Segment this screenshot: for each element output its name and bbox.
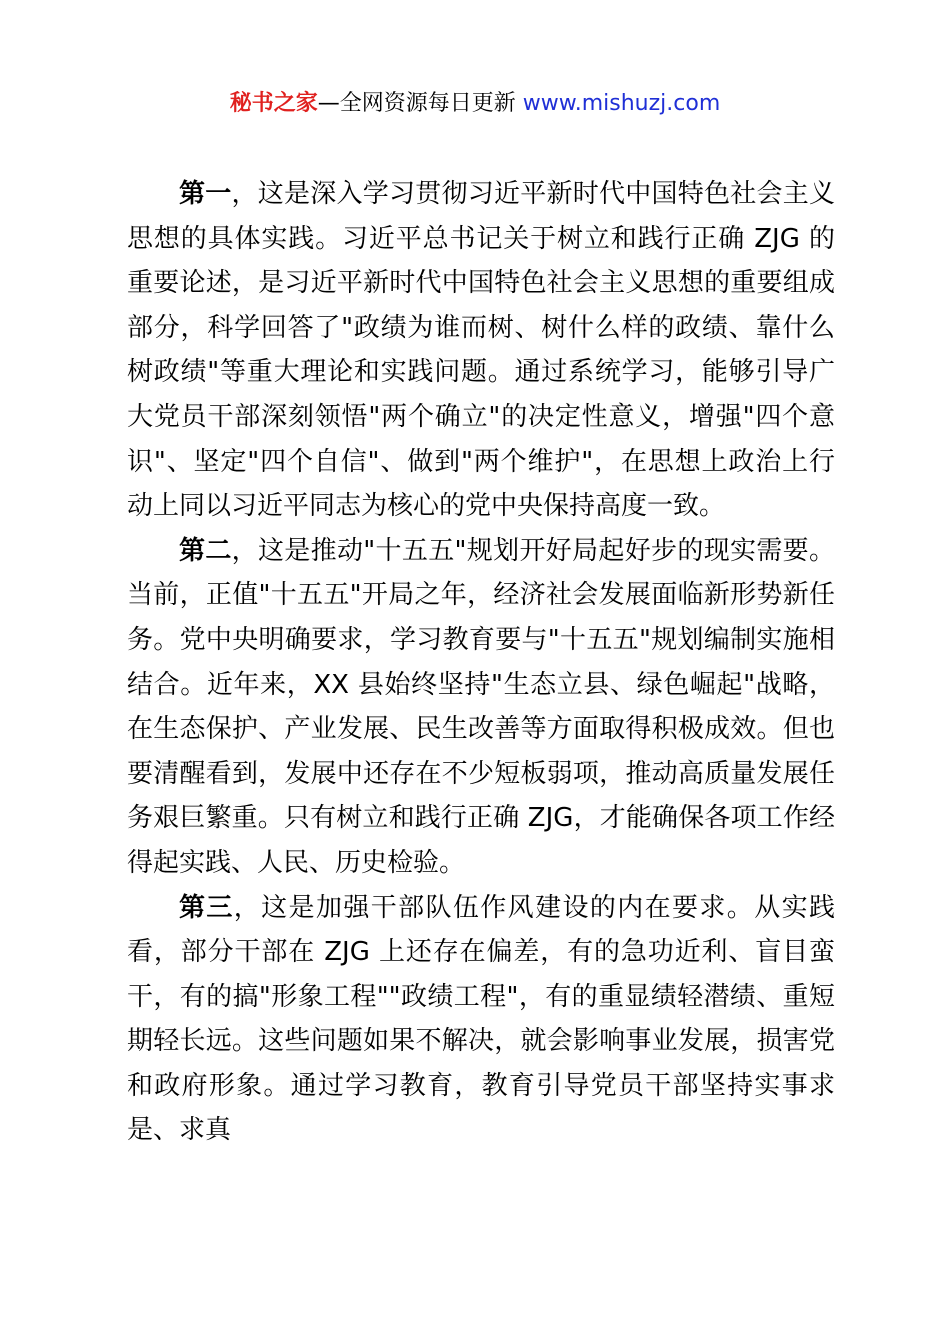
paragraph-text: ，这是深入学习贯彻习近平新时代中国特色社会主义思想的具体实践。习近平总书记关于树立和践行正确 ZJG 的重要论述，是习近平新时代中国特色社会主义思想的重要组成部分，科学回答了"政绩为谁而树、树什么样的政绩、靠什么树政绩"等重大理论和实践问题。通过系统学习，能够引导广大党员干部深刻领悟"两个确立"的决定性意义，增强"四个意识"、坚定"四个自信"、做到"两个维护"，在思想上政治上行动上同以习近平同志为核心的党中央保持高度一致。 bbox=[127, 179, 835, 522]
paragraph-text: ，这是加强干部队伍作风建设的内在要求。从实践看，部分干部在 ZJG 上还存在偏差，有的急功近利、盲目蛮干，有的搞"形象工程""政绩工程"，有的重显绩轻潜绩、重短期轻长远。这些问题如果不解决，就会影响事业发展，损害党和政府形象。通过学习教育，教育引导党员干部坚持实事求是、求真 bbox=[127, 892, 835, 1146]
paragraph-text: ，这是推动"十五五"规划开好局起好步的现实需要。当前，正值"十五五"开局之年，经济社会发展面临新形势新任务。党中央明确要求，学习教育要与"十五五"规划编制实施相结合。近年来，XX 县始终坚持"生态立县、绿色崛起"战略，在生态保护、产业发展、民生改善等方面取得积极成效。但也要清醒看到，发展中还存在不少短板弱项，推动高质量发展任务艰巨繁重。只有树立和践行正确 ZJG，才能确保各项工作经得起实践、人民、历史检验。 bbox=[127, 535, 835, 878]
watermark-header bbox=[0, 86, 950, 122]
site-url-link[interactable]: www.mishuzj.com bbox=[522, 91, 721, 116]
paragraph-third bbox=[127, 886, 835, 1154]
brand-name: 秘书之家 bbox=[229, 91, 318, 116]
paragraph-lead: 第一 bbox=[179, 179, 232, 209]
paragraph-first bbox=[127, 172, 835, 529]
document-body bbox=[127, 172, 835, 1153]
paragraph-second bbox=[127, 529, 835, 886]
header-tagline: —全网资源每日更新 bbox=[317, 91, 516, 116]
paragraph-lead: 第三 bbox=[179, 892, 234, 923]
paragraph-lead: 第二 bbox=[179, 535, 232, 566]
